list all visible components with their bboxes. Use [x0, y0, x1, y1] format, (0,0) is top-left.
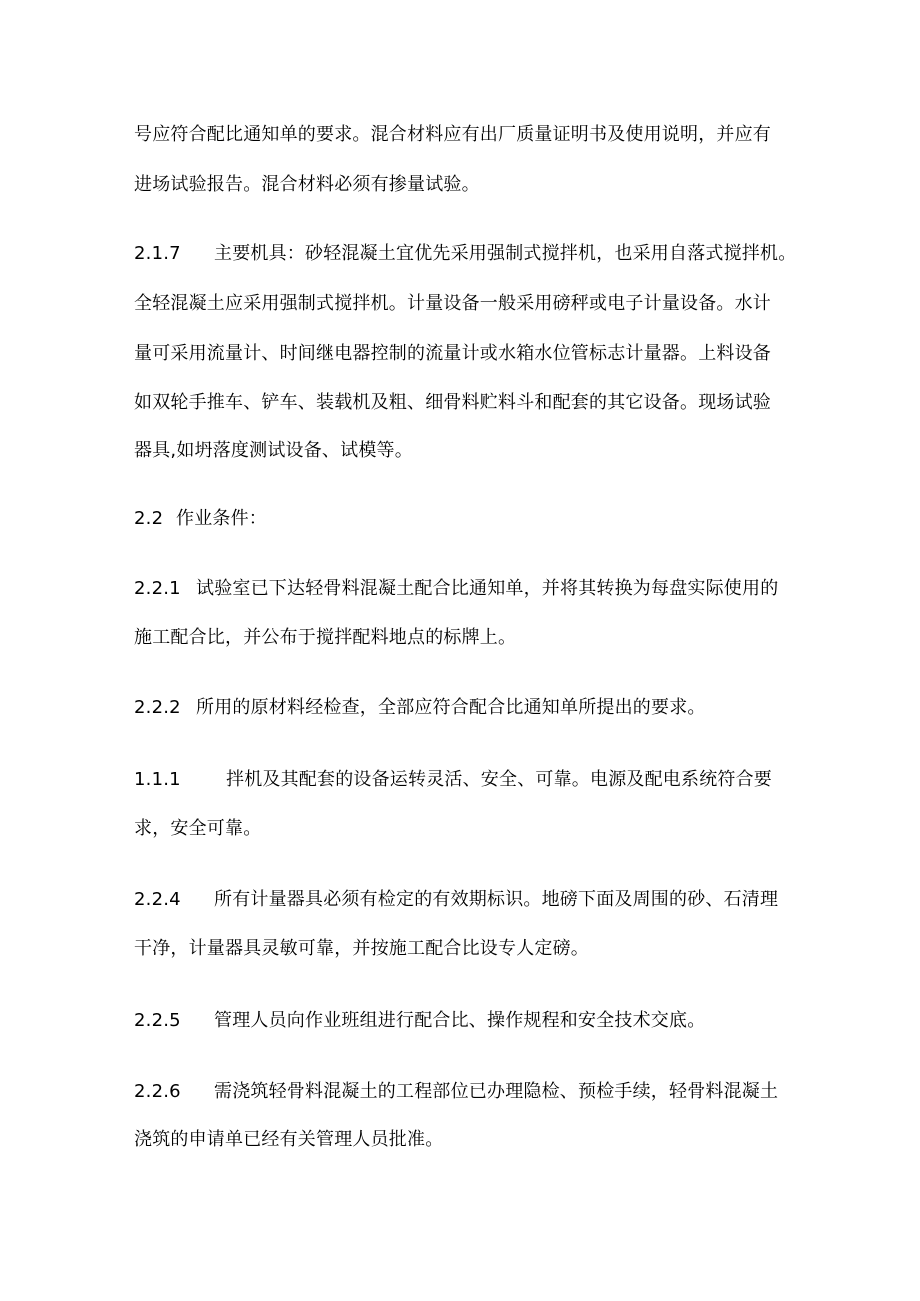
text: 浇筑的申请单已经有关管理人员批准。 [134, 1129, 444, 1150]
paragraph-line [134, 342, 794, 366]
paragraph-line [134, 123, 794, 147]
text: 试验室已下达轻骨料混凝土配合比通知单，并将其转换为每盘实际使用的 [196, 578, 779, 599]
text: 所用的原材料经检查，全部应符合配合比通知单所提出的要求。 [196, 697, 706, 718]
section-2-2-2-line [134, 696, 794, 720]
text: 求，安全可靠。 [134, 818, 262, 839]
section-number: 2.2.6 [134, 1081, 181, 1102]
text: 干净，计量器具灵敏可靠，并按施工配合比设专人定磅。 [134, 938, 589, 959]
text: 如双轮手推车、铲车、装载机及粗、细骨料贮料斗和配套的其它设备。现场试验 [134, 392, 771, 413]
text: 所有计量器具必须有检定的有效期标识。地磅下面及周围的砂、石清理 [214, 889, 779, 910]
section-number: 2.1.7 [134, 243, 181, 264]
text: 器具,如坍落度测试设备、试模等。 [134, 440, 413, 461]
section-number: 1.1.1 [134, 769, 181, 790]
section-1-1-1-line [134, 768, 794, 792]
section-2-2-6-line [134, 1080, 794, 1104]
text: 进场试验报告。混合材料必须有掺量试验。 [134, 174, 480, 195]
paragraph-line [134, 173, 794, 197]
section-number: 2.2.1 [134, 578, 181, 599]
paragraph-line [134, 391, 794, 415]
text: 号应符合配比通知单的要求。混合材料应有出厂质量证明书及使用说明，并应有 [134, 124, 771, 145]
section-2-2-heading-line [134, 507, 794, 531]
paragraph-line [134, 439, 794, 463]
paragraph-line [134, 292, 794, 316]
text: 量可采用流量计、时间继电器控制的流量计或水箱水位管标志计量器。上料设备 [134, 343, 771, 364]
section-number: 2.2 [134, 508, 164, 529]
section-number: 2.2.4 [134, 889, 181, 910]
paragraph-line [134, 817, 794, 841]
section-2-1-7-heading-line [134, 242, 797, 266]
section-2-2-5-line [134, 1009, 794, 1033]
paragraph-line [134, 626, 794, 650]
paragraph-line [134, 1128, 794, 1152]
section-2-2-1-line [134, 577, 794, 601]
text: 施工配合比，并公布于搅拌配料地点的标牌上。 [134, 627, 517, 648]
text: 需浇筑轻骨料混凝土的工程部位已办理隐检、预检手续，轻骨料混凝土 [214, 1081, 779, 1102]
paragraph-line [134, 937, 794, 961]
text: 拌机及其配套的设备运转灵活、安全、可靠。电源及配电系统符合要 [226, 769, 772, 790]
text: 作业条件： [176, 508, 267, 529]
text: 主要机具：砂轻混凝土宜优先采用强制式搅拌机，也采用自落式搅拌机。 [214, 243, 797, 264]
text: 全轻混凝土应采用强制式搅拌机。计量设备一般采用磅秤或电子计量设备。水计 [134, 293, 771, 314]
section-number: 2.2.5 [134, 1010, 181, 1031]
section-number: 2.2.2 [134, 697, 181, 718]
text: 管理人员向作业班组进行配合比、操作规程和安全技术交底。 [214, 1010, 706, 1031]
section-2-2-4-line [134, 888, 794, 912]
